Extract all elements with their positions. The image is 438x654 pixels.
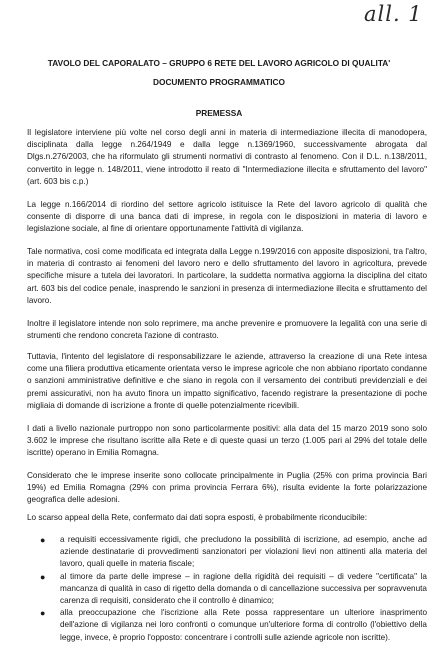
list-item bbox=[40, 607, 427, 644]
paragraph: Il legislatore interviene più volte nel corso degli anni in materia di intermediazione illecita di manodopera, disciplinata dalla legge n.264/1949 e dalla legge n.1369/1960, successivamente abrogata dal Dlgs.n.276/2003, che ha riformulato gli strumenti normativi di contrasto al fenomeno. Con il D.L. n.138/2011, convertito in legge n. 148/2011, viene introdotto il reato di "Intermediazione illecita e sfruttamento del lavoro" (art. 603 bis c.p.) bbox=[27, 128, 427, 186]
bullet-list bbox=[40, 534, 427, 644]
paragraph: Lo scarso appeal della Rete, confermato dai dati sopra esposti, è probabilmente riconducibile: bbox=[27, 513, 367, 522]
document-title: TAVOLO DEL CAPORALATO – GRUPPO 6 RETE DEL LAVORO AGRICOLO DI QUALITA' bbox=[47, 58, 391, 68]
paragraph: Tuttavia, l'intento del legislatore di responsabilizzare le aziende, attraverso la creazione di una Rete intesa come una filiera produttiva eticamente orientata verso le imprese agricole che non abbiano riportato condanne o sanzioni amministrative definitive e che siano in regola con il versamento dei contributi previdenziali e dei premi assicurativi, non ha avuto finora un impatto significativo, facendo registrare la presentazione di poche migliaia di domande di iscrizione a fronte di quelle potenzialmente ricevibili. bbox=[27, 352, 427, 410]
list-item bbox=[40, 571, 427, 608]
list-item-text: a requisiti eccessivamente rigidi, che precludono la possibilità di iscrizione, ad esempio, anche ad aziende destinatarie di provvedimenti sanzionatori per violazioni lievi non attinenti alla materia del lavoro, quali quelle in materia fiscale; bbox=[60, 535, 427, 569]
bullet-icon: ● bbox=[40, 608, 46, 619]
document-subtitle: DOCUMENTO PROGRAMMATICO bbox=[153, 77, 285, 87]
paragraph: Inoltre il legislatore intende non solo reprimere, ma anche prevenire e promuovere la legalità con una serie di strumenti che rendono concreta l'azione di contrasto. bbox=[27, 319, 427, 341]
list-item bbox=[40, 534, 427, 571]
paragraph: La legge n.166/2014 di riordino del settore agricolo istituisce la Rete del lavoro agricolo di qualità che consente di disporre di una banca dati di imprese, in regola con le disposizioni in materia di lavoro e legislazione sociale, al fine di orientare opportunamente l'attività di vigilanza. bbox=[27, 200, 427, 234]
list-item-text: al timore da parte delle imprese – in ragione della rigidità dei requisiti – di vedere "certificata" la mancanza di qualità in caso di rigetto della domanda o di cancellazione successiva per sopravvenuta carenza di requisiti, considerato che il controllo è dinamico; bbox=[60, 571, 427, 606]
section-heading: PREMESSA bbox=[195, 108, 243, 118]
paragraph: I dati a livello nazionale purtroppo non sono particolarmente positivi: alla data del 15 marzo 2019 sono solo 3.602 le imprese che risultano iscritte alla Rete e di queste quasi un terzo (1.005 pari al 29% del totale delle iscritte) operano in Emilia Romagna. bbox=[27, 424, 427, 458]
paragraph: Tale normativa, così come modificata ed integrata dalla Legge n.199/2016 con apposite disposizioni, tra l'altro, in materia di contrasto ai fenomeni del lavoro nero e dello sfruttamento del lavoro in agricoltura, prevede specifiche misure a tutela dei lavoratori. In particolare, la suddetta normativa aggiorna la disciplina del citato art. 603 bis del codice penale, inasprendo le sanzioni in presenza di intermediazione illecita e sfruttamento del lavoro. bbox=[27, 247, 427, 305]
paragraph: Considerato che le imprese inserite sono collocate principalmente in Puglia (25% con prima provincia Bari 19%) ed Emilia Romagna (29% con prima provincia Ferrara 6%), risulta evidente la forte polarizzazione geografica delle adesioni. bbox=[27, 471, 427, 505]
list-item-text: alla preoccupazione che l'iscrizione alla Rete possa rappresentare un ulteriore inasprimento dell'azione di vigilanza nei loro confronti o comunque un'ulteriore forma di controllo (l'obiettivo della legge, invece, è proprio l'opposto: concentrare i controlli sulle aziende agricole non iscritte). bbox=[60, 608, 427, 642]
bullet-icon: ● bbox=[40, 571, 46, 582]
handwritten-annotation: all. 1 bbox=[364, 2, 423, 26]
bullet-icon: ● bbox=[40, 535, 46, 545]
